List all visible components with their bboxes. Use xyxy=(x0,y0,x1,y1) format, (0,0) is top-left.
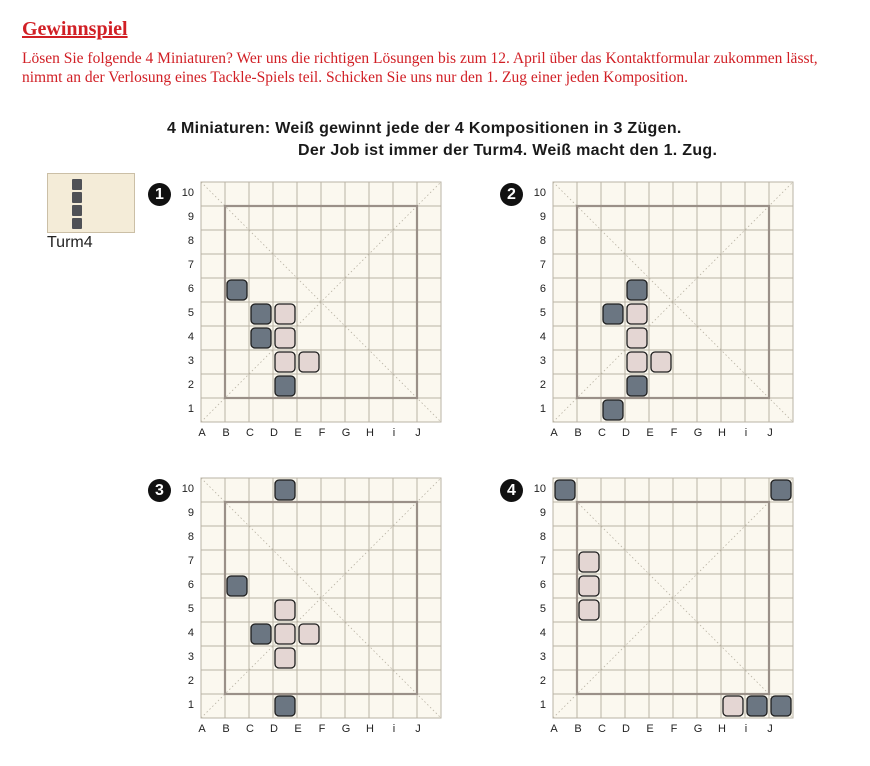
file-label: i xyxy=(392,427,396,439)
white-stone xyxy=(579,576,599,596)
rank-label: 7 xyxy=(539,259,546,271)
white-stone xyxy=(299,352,319,372)
file-label: B xyxy=(222,427,230,439)
legend-stone xyxy=(72,218,82,229)
rank-label: 6 xyxy=(187,283,194,295)
board-1 xyxy=(148,180,421,460)
legend-label: Turm4 xyxy=(47,234,93,251)
board-2 xyxy=(500,180,773,460)
file-label: E xyxy=(646,723,654,735)
file-label: H xyxy=(366,427,374,439)
black-stone xyxy=(555,480,575,500)
legend-stone xyxy=(72,192,82,203)
rank-label: 9 xyxy=(187,211,194,223)
white-stone xyxy=(275,328,295,348)
black-stone xyxy=(275,376,295,396)
file-label: J xyxy=(767,723,773,735)
white-stone xyxy=(627,352,647,372)
rank-label: 4 xyxy=(539,627,546,639)
rank-label: 5 xyxy=(187,307,194,319)
file-label: F xyxy=(318,723,326,735)
white-stone xyxy=(651,352,671,372)
board-grid xyxy=(148,180,448,442)
white-stone xyxy=(723,696,743,716)
rank-label: 1 xyxy=(187,403,194,415)
file-label: C xyxy=(246,723,254,735)
rank-label: 3 xyxy=(187,355,194,367)
file-label: J xyxy=(415,723,421,735)
black-stone xyxy=(227,576,247,596)
rank-label: 6 xyxy=(539,579,546,591)
black-stone xyxy=(747,696,767,716)
rank-label: 7 xyxy=(187,555,194,567)
legend-stone xyxy=(72,205,82,216)
rank-label: 3 xyxy=(539,355,546,367)
rank-label: 5 xyxy=(539,603,546,615)
board-4 xyxy=(500,476,773,756)
rank-label: 2 xyxy=(539,379,546,391)
rank-label: 9 xyxy=(539,211,546,223)
file-label: F xyxy=(318,427,326,439)
file-label: E xyxy=(646,427,654,439)
file-label: A xyxy=(550,427,558,439)
file-label: G xyxy=(693,723,703,735)
file-label: G xyxy=(341,427,351,439)
intro-text: Lösen Sie folgende 4 Miniaturen? Wer uns die richtigen Lösungen bis zum 12. April über das Kontaktformular zukommen lässt, nimmt an der Verlosung eines Tackle-Spiels teil. Schicken Sie uns nur den 1. Zug einer jeden Komposition. xyxy=(22,50,818,86)
black-stone xyxy=(251,304,271,324)
rank-label: 4 xyxy=(187,627,194,639)
file-label: i xyxy=(392,723,396,735)
black-stone xyxy=(771,696,791,716)
rank-label: 7 xyxy=(539,555,546,567)
board-grid xyxy=(148,476,448,738)
rank-label: 9 xyxy=(187,507,194,519)
rank-label: 7 xyxy=(187,259,194,271)
file-label: J xyxy=(415,427,421,439)
file-label: H xyxy=(718,427,726,439)
white-stone xyxy=(275,648,295,668)
rank-label: 8 xyxy=(187,235,194,247)
file-label: A xyxy=(550,723,558,735)
file-label: J xyxy=(767,427,773,439)
white-stone xyxy=(275,304,295,324)
rank-label: 1 xyxy=(539,699,546,711)
rank-label: 2 xyxy=(187,379,194,391)
white-stone xyxy=(299,624,319,644)
black-stone xyxy=(627,280,647,300)
rank-label: 10 xyxy=(181,187,194,199)
file-label: H xyxy=(718,723,726,735)
black-stone xyxy=(251,624,271,644)
rank-label: 8 xyxy=(187,531,194,543)
file-label: E xyxy=(294,427,302,439)
rank-label: 2 xyxy=(539,675,546,687)
page-title: Gewinnspiel xyxy=(22,18,128,40)
rank-label: 4 xyxy=(539,331,546,343)
black-stone xyxy=(275,480,295,500)
file-label: H xyxy=(366,723,374,735)
file-label: G xyxy=(341,723,351,735)
file-label: D xyxy=(622,427,630,439)
file-label: C xyxy=(598,427,606,439)
legend-stone xyxy=(72,179,82,190)
black-stone xyxy=(603,304,623,324)
file-label: F xyxy=(670,427,678,439)
rank-label: 3 xyxy=(539,651,546,663)
white-stone xyxy=(627,304,647,324)
file-label: C xyxy=(246,427,254,439)
board-number-badge: 3 xyxy=(148,479,171,502)
file-label: D xyxy=(270,723,278,735)
black-stone xyxy=(275,696,295,716)
black-stone xyxy=(603,400,623,420)
rank-label: 3 xyxy=(187,651,194,663)
board-number-badge: 2 xyxy=(500,183,523,206)
white-stone xyxy=(579,600,599,620)
file-label: i xyxy=(744,723,748,735)
rank-label: 6 xyxy=(187,579,194,591)
board-number-badge: 4 xyxy=(500,479,523,502)
board-number-badge: 1 xyxy=(148,183,171,206)
rank-label: 4 xyxy=(187,331,194,343)
black-stone xyxy=(771,480,791,500)
file-label: B xyxy=(222,723,230,735)
white-stone xyxy=(627,328,647,348)
board-grid xyxy=(500,476,800,738)
rank-label: 6 xyxy=(539,283,546,295)
black-stone xyxy=(627,376,647,396)
black-stone xyxy=(227,280,247,300)
file-label: i xyxy=(744,427,748,439)
board-grid xyxy=(500,180,800,442)
file-label: F xyxy=(670,723,678,735)
white-stone xyxy=(275,624,295,644)
file-label: A xyxy=(198,427,206,439)
rank-label: 8 xyxy=(539,531,546,543)
heading-line-2: Der Job ist immer der Turm4. Weiß macht den 1. Zug. xyxy=(298,142,718,159)
rank-label: 2 xyxy=(187,675,194,687)
board-3 xyxy=(148,476,421,756)
file-label: G xyxy=(693,427,703,439)
rank-label: 8 xyxy=(539,235,546,247)
legend-box xyxy=(47,173,135,233)
white-stone xyxy=(579,552,599,572)
black-stone xyxy=(251,328,271,348)
file-label: D xyxy=(270,427,278,439)
rank-label: 10 xyxy=(533,483,546,495)
rank-label: 1 xyxy=(187,699,194,711)
white-stone xyxy=(275,600,295,620)
file-label: B xyxy=(574,723,582,735)
file-label: B xyxy=(574,427,582,439)
rank-label: 1 xyxy=(539,403,546,415)
rank-label: 5 xyxy=(187,603,194,615)
white-stone xyxy=(275,352,295,372)
rank-label: 10 xyxy=(181,483,194,495)
file-label: C xyxy=(598,723,606,735)
file-label: D xyxy=(622,723,630,735)
rank-label: 9 xyxy=(539,507,546,519)
rank-label: 5 xyxy=(539,307,546,319)
file-label: E xyxy=(294,723,302,735)
file-label: A xyxy=(198,723,206,735)
heading-line-1: 4 Miniaturen: Weiß gewinnt jede der 4 Kompositionen in 3 Zügen. xyxy=(167,120,682,137)
rank-label: 10 xyxy=(533,187,546,199)
